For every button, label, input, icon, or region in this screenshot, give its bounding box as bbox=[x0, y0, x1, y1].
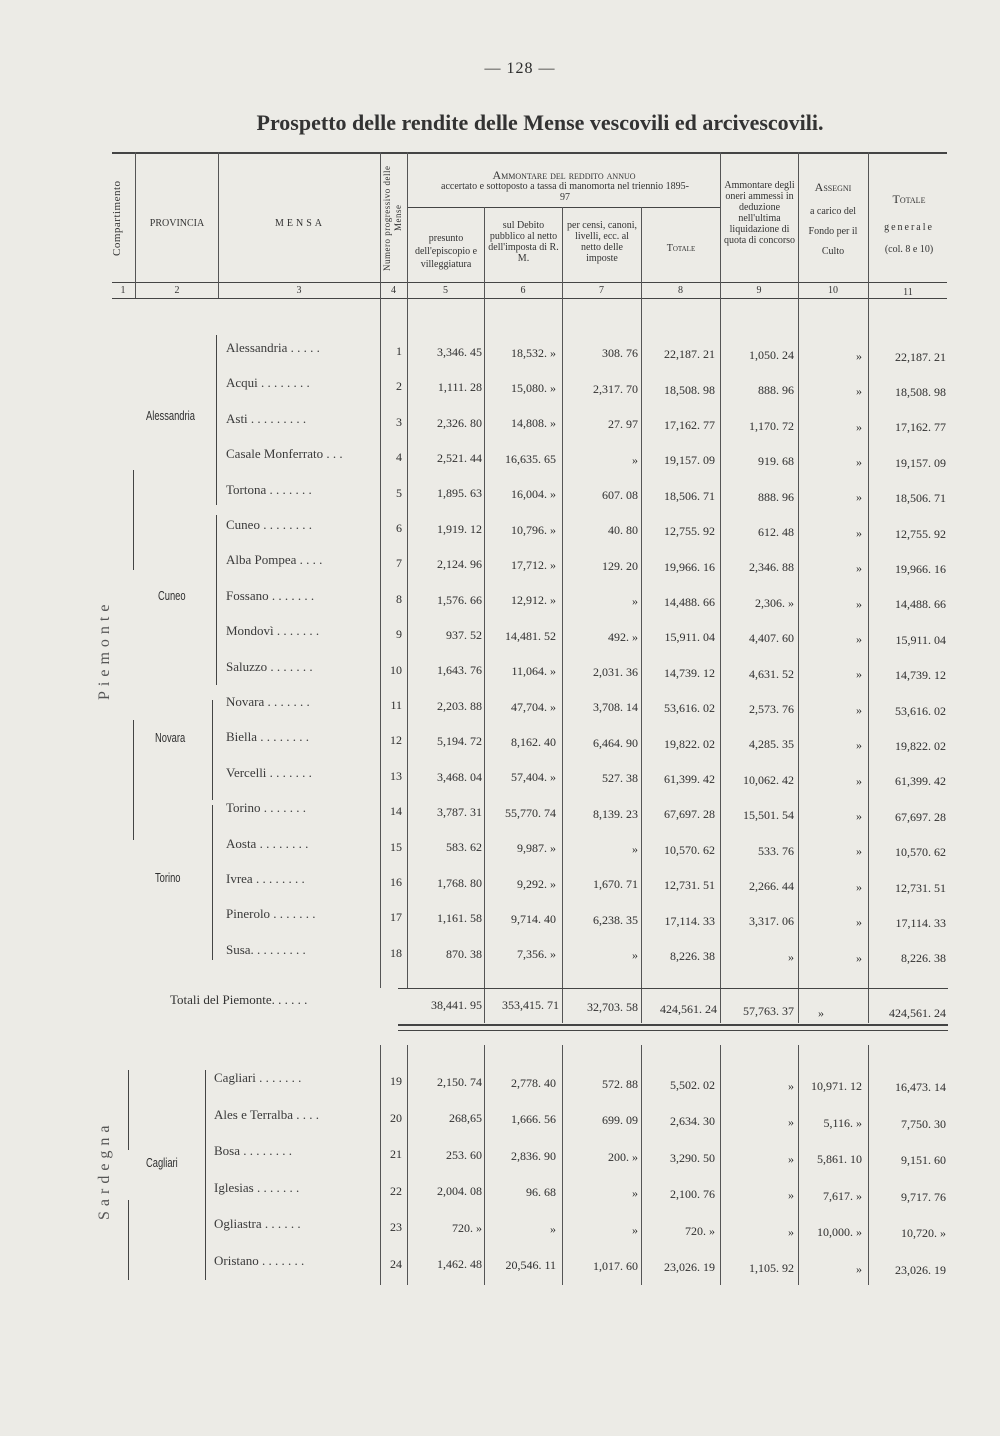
table-cell: » bbox=[856, 1261, 862, 1276]
table-cell: 8 bbox=[396, 591, 402, 606]
mensa-name: Bosa . . . . . . . . bbox=[214, 1143, 292, 1158]
header-totale-generale-sub: generale bbox=[884, 222, 934, 233]
table-cell: 9 bbox=[396, 627, 402, 642]
table-cell: 1,111. 28 bbox=[437, 380, 482, 395]
region-label-piemonte: Piemonte bbox=[96, 599, 113, 700]
table-cell: 2,778. 40 bbox=[511, 1075, 556, 1090]
totals-cell: 353,415. 71 bbox=[502, 998, 559, 1012]
table-cell: 57,404. » bbox=[511, 770, 556, 785]
province-brace bbox=[216, 515, 217, 685]
mensa-name: Saluzzo . . . . . . . bbox=[226, 658, 313, 674]
mensa-name: Torino . . . . . . . bbox=[226, 800, 306, 816]
table-cell: 3,317. 06 bbox=[749, 914, 794, 929]
table-cell: 1,105. 92 bbox=[749, 1261, 794, 1275]
table-cell: » bbox=[856, 809, 862, 823]
province-label-torino: Torino bbox=[155, 870, 181, 885]
col-divider-10 bbox=[868, 152, 869, 298]
column-number: 3 bbox=[296, 285, 302, 296]
table-cell: 6 bbox=[396, 521, 402, 535]
table-cell: 18,508. 98 bbox=[895, 385, 946, 399]
table-cell: » bbox=[856, 596, 862, 611]
totals-cell: 38,441. 95 bbox=[431, 998, 482, 1012]
header-ammontare-reddito: Ammontare del reddito annuo bbox=[492, 168, 636, 182]
table-cell: 253. 60 bbox=[446, 1147, 482, 1162]
table-cell: 1,576. 66 bbox=[437, 592, 482, 607]
table-cell: 53,616. 02 bbox=[664, 701, 715, 716]
table-cell: 5,194. 72 bbox=[437, 734, 482, 749]
table-cell: 5,502. 02 bbox=[670, 1077, 715, 1092]
table-cell: 17,712. » bbox=[511, 558, 556, 572]
table-cell: » bbox=[856, 384, 862, 399]
totals-cell: 424,561. 24 bbox=[889, 1006, 946, 1020]
table-cell: 720. » bbox=[452, 1220, 482, 1235]
table-cell: 11,064. » bbox=[511, 664, 556, 679]
colnum-bottom-rule bbox=[112, 298, 947, 299]
table-cell: 2,326. 80 bbox=[437, 415, 482, 430]
table-cell: » bbox=[550, 1221, 556, 1236]
header-presunto: presunto dell'episcopio e villeggiatura bbox=[414, 233, 478, 270]
table-cell: 1,895. 63 bbox=[437, 486, 482, 501]
table-cell: 1,462. 48 bbox=[437, 1257, 482, 1272]
column-number: 10 bbox=[828, 285, 838, 296]
table-cell: » bbox=[788, 1224, 794, 1239]
table-cell: » bbox=[632, 1186, 638, 1201]
table-cell: 15 bbox=[390, 839, 402, 854]
table-cell: 55,770. 74 bbox=[505, 805, 556, 820]
table-cell: » bbox=[856, 455, 862, 469]
table-cell: 19 bbox=[390, 1074, 402, 1088]
table-cell: 2,521. 44 bbox=[437, 451, 482, 465]
column-number: 1 bbox=[120, 285, 126, 296]
table-cell: 3,346. 45 bbox=[437, 344, 482, 359]
header-top-rule bbox=[112, 152, 947, 154]
table-cell: 18,532. » bbox=[511, 345, 556, 360]
mensa-name: Oristano . . . . . . . bbox=[214, 1252, 305, 1268]
totals-cell: 57,763. 37 bbox=[743, 1004, 794, 1018]
table-cell: 9,292. » bbox=[517, 876, 556, 891]
table-cell: 2,306. » bbox=[755, 595, 794, 610]
column-number: 6 bbox=[520, 285, 526, 296]
table-cell: » bbox=[788, 1151, 794, 1166]
mensa-name: Mondovì . . . . . . . bbox=[226, 623, 320, 639]
table-cell: 492. » bbox=[608, 629, 638, 644]
table-cell: 61,399. 42 bbox=[895, 774, 946, 789]
table-cell: 4,407. 60 bbox=[749, 631, 794, 646]
table-cell: 67,697. 28 bbox=[895, 809, 946, 824]
table-cell: 2,634. 30 bbox=[670, 1114, 715, 1129]
table-cell: 2,317. 70 bbox=[593, 381, 638, 396]
table-cell: » bbox=[856, 632, 862, 646]
mensa-name: Alba Pompea . . . . bbox=[226, 552, 323, 568]
table-cell: 6,464. 90 bbox=[593, 735, 638, 750]
table-cell: 699. 09 bbox=[602, 1113, 638, 1128]
table-cell: 16 bbox=[390, 875, 402, 889]
table-cell: 23,026. 19 bbox=[895, 1262, 946, 1277]
header-oneri: Ammontare degli oneri ammessi in deduzione nell'ultima liquidazione di quota di concorso bbox=[723, 180, 796, 246]
table-cell: » bbox=[856, 667, 862, 682]
table-cell: 18 bbox=[390, 945, 402, 960]
province-label-cuneo: Cuneo bbox=[158, 588, 186, 603]
table-cell: 11 bbox=[390, 698, 402, 712]
table-cell: 3,468. 04 bbox=[437, 769, 482, 784]
table-cell: » bbox=[788, 1115, 794, 1129]
table-cell: » bbox=[632, 948, 638, 963]
province-label-novara: Novara bbox=[155, 730, 186, 745]
table-cell: 19,966. 16 bbox=[895, 562, 946, 576]
table-cell: 10,971. 12 bbox=[811, 1079, 862, 1094]
table-cell: 572. 88 bbox=[602, 1076, 638, 1091]
table-cell: 7,750. 30 bbox=[901, 1116, 946, 1131]
table-cell: 268,65 bbox=[449, 1111, 482, 1126]
table-cell: 1,768. 80 bbox=[437, 875, 482, 890]
table-cell: 7 bbox=[396, 556, 402, 571]
table-cell: 10,062. 42 bbox=[743, 772, 794, 787]
page-number: — 128 — bbox=[484, 60, 556, 77]
mensa-name: Ogliastra . . . . . . bbox=[214, 1216, 301, 1231]
table-cell: 20,546. 11 bbox=[505, 1258, 556, 1273]
table-cell: » bbox=[856, 490, 862, 505]
table-cell: 1,017. 60 bbox=[593, 1259, 638, 1274]
body-col-divider bbox=[868, 298, 869, 1023]
table-cell: 14,481. 52 bbox=[505, 628, 556, 643]
table-cell: 2 bbox=[396, 379, 402, 394]
table-cell: 888. 96 bbox=[758, 489, 794, 504]
table-cell: 937. 52 bbox=[446, 628, 482, 642]
table-cell: 61,399. 42 bbox=[664, 772, 715, 786]
mensa-name: Fossano . . . . . . . bbox=[226, 587, 315, 603]
table-cell: » bbox=[856, 738, 862, 753]
table-cell: 4,285. 35 bbox=[749, 737, 794, 752]
table-cell: » bbox=[856, 561, 862, 576]
province-label-alessandria: Alessandria bbox=[146, 408, 195, 423]
table-cell: 16,473. 14 bbox=[895, 1080, 946, 1095]
table-cell: 12,731. 51 bbox=[664, 878, 715, 893]
table-cell: » bbox=[632, 842, 638, 856]
table-cell: 720. » bbox=[685, 1223, 715, 1238]
table-cell: » bbox=[788, 1188, 794, 1202]
table-cell: 2,100. 76 bbox=[670, 1187, 715, 1202]
table-cell: 200. » bbox=[608, 1149, 638, 1164]
header-totale-generale-title: Totale bbox=[892, 192, 926, 206]
totals-top-rule bbox=[398, 988, 948, 989]
table-cell: 7,617. » bbox=[823, 1188, 862, 1203]
table-cell: 27. 97 bbox=[608, 417, 638, 432]
table-cell: 8,162. 40 bbox=[511, 735, 556, 749]
province-brace bbox=[216, 335, 217, 505]
table-cell: 67,697. 28 bbox=[664, 807, 715, 822]
col-divider-8 bbox=[720, 152, 721, 298]
table-cell: » bbox=[856, 525, 862, 540]
table-cell: 14,739. 12 bbox=[664, 665, 715, 680]
col-divider-9 bbox=[798, 152, 799, 298]
table-cell: 10,570. 62 bbox=[664, 842, 715, 857]
province-brace bbox=[212, 805, 213, 960]
table-cell: 96. 68 bbox=[526, 1185, 556, 1200]
mensa-name: Alessandria . . . . . bbox=[226, 340, 320, 355]
table-cell: 8,226. 38 bbox=[670, 949, 715, 963]
region-brace-sardegna bbox=[128, 1200, 129, 1280]
header-provincia: PROVINCIA bbox=[149, 218, 205, 229]
table-cell: 16,004. » bbox=[511, 487, 556, 502]
reddito-subheader-rule bbox=[407, 207, 720, 208]
table-cell: 5,116. » bbox=[823, 1115, 862, 1130]
table-cell: 9,717. 76 bbox=[901, 1189, 946, 1204]
table-cell: 24 bbox=[390, 1256, 402, 1271]
header-numero: Numero progressivo delle Mense bbox=[382, 165, 403, 271]
col-divider-2 bbox=[218, 152, 219, 298]
table-cell: 1,170. 72 bbox=[749, 418, 794, 433]
table-cell: 40. 80 bbox=[608, 523, 638, 538]
table-cell: 10,570. 62 bbox=[895, 845, 946, 860]
table-cell: 14 bbox=[390, 804, 402, 819]
table-cell: 533. 76 bbox=[758, 843, 794, 858]
header-totale-generale-note: (col. 8 e 10) bbox=[884, 244, 934, 255]
col-divider-4 bbox=[407, 152, 408, 298]
table-cell: » bbox=[632, 1222, 638, 1237]
table-cell: 19,157. 09 bbox=[664, 453, 715, 468]
table-cell: 888. 96 bbox=[758, 383, 794, 398]
totals-bottom-rule bbox=[398, 1030, 948, 1031]
table-cell: 19,822. 02 bbox=[664, 736, 715, 751]
table-cell: 2,203. 88 bbox=[437, 698, 482, 713]
mensa-name: Tortona . . . . . . . bbox=[226, 481, 312, 497]
table-cell: 9,987. » bbox=[517, 841, 556, 856]
header-mensa: MENSA bbox=[274, 218, 325, 229]
mensa-name: Acqui . . . . . . . . bbox=[226, 375, 310, 391]
table-cell: 1,919. 12 bbox=[437, 521, 482, 536]
mensa-name: Pinerolo . . . . . . . bbox=[226, 906, 316, 922]
mensa-name: Asti . . . . . . . . . bbox=[226, 410, 307, 426]
table-cell: 17,114. 33 bbox=[895, 916, 946, 930]
header-assegni-title: Assegni bbox=[814, 180, 852, 194]
table-cell: » bbox=[788, 949, 794, 964]
table-cell: » bbox=[632, 452, 638, 467]
table-cell: 1,050. 24 bbox=[749, 348, 794, 362]
table-cell: 919. 68 bbox=[758, 454, 794, 469]
table-cell: 2,836. 90 bbox=[511, 1148, 556, 1163]
table-cell: 1,670. 71 bbox=[593, 877, 638, 892]
table-cell: 8,139. 23 bbox=[593, 806, 638, 821]
table-cell: 12,755. 92 bbox=[664, 524, 715, 539]
page-title: Prospetto delle rendite delle Mense vescovili ed arcivescovili. bbox=[256, 110, 824, 135]
column-number: 5 bbox=[443, 285, 448, 296]
mensa-name: Biella . . . . . . . . bbox=[226, 729, 310, 745]
table-cell: 53,616. 02 bbox=[895, 703, 946, 718]
table-cell: 18,506. 71 bbox=[664, 488, 715, 503]
column-number: 7 bbox=[599, 285, 604, 296]
region-brace-piemonte bbox=[133, 470, 134, 570]
table-cell: 15,911. 04 bbox=[895, 632, 946, 647]
table-cell: » bbox=[856, 348, 862, 363]
totals-cell: 424,561. 24 bbox=[660, 1002, 717, 1016]
table-cell: 9,714. 40 bbox=[511, 912, 556, 926]
totals-cell: » bbox=[818, 1006, 824, 1020]
mensa-name: Aosta . . . . . . . . bbox=[226, 835, 309, 851]
table-cell: 12 bbox=[390, 733, 402, 748]
table-cell: 15,911. 04 bbox=[664, 630, 715, 645]
column-number: 2 bbox=[174, 285, 180, 296]
table-cell: 2,124. 96 bbox=[437, 557, 482, 572]
table-cell: 7,356. » bbox=[517, 947, 556, 962]
table-cell: 870. 38 bbox=[446, 946, 482, 961]
totals-bottom-rule bbox=[398, 1024, 948, 1026]
table-cell: 10 bbox=[390, 662, 402, 677]
table-cell: 22,187. 21 bbox=[895, 349, 946, 364]
column-number: 9 bbox=[756, 285, 762, 296]
column-number: 4 bbox=[391, 285, 396, 296]
region-brace-sardegna bbox=[128, 1070, 129, 1150]
table-cell: 4 bbox=[396, 450, 402, 465]
table-cell: 12,912. » bbox=[511, 593, 556, 608]
table-cell: » bbox=[856, 419, 862, 434]
table-cell: 15,501. 54 bbox=[743, 808, 794, 823]
table-cell: 5,861. 10 bbox=[817, 1152, 862, 1167]
table-cell: 16,635. 65 bbox=[505, 451, 556, 466]
header-ammontare-reddito-sub: accertato e sottoposto a tassa di manomorta nel triennio 1895-97 bbox=[441, 181, 689, 203]
header-compartimento: Compartimento bbox=[111, 180, 123, 256]
table-cell: 2,150. 74 bbox=[437, 1074, 482, 1089]
mensa-name: Novara . . . . . . . bbox=[226, 694, 310, 709]
table-cell: 19,966. 16 bbox=[664, 559, 715, 574]
table-cell: 14,488. 66 bbox=[664, 595, 715, 609]
table-cell: 2,031. 36 bbox=[593, 665, 638, 679]
table-cell: 5 bbox=[396, 485, 402, 500]
table-cell: 10,000. » bbox=[817, 1225, 862, 1240]
table-cell: 527. 38 bbox=[602, 771, 638, 786]
table-cell: 13 bbox=[390, 768, 402, 783]
table-cell: 12,731. 51 bbox=[895, 880, 946, 895]
table-cell: 18,506. 71 bbox=[895, 491, 946, 506]
table-cell: » bbox=[788, 1078, 794, 1093]
table-cell: 47,704. » bbox=[511, 699, 556, 714]
table-cell: 3 bbox=[396, 414, 402, 429]
table-cell: 8,226. 38 bbox=[901, 951, 946, 966]
province-label-cagliari: Cagliari bbox=[146, 1155, 178, 1170]
table-cell: 607. 08 bbox=[602, 488, 638, 502]
region-brace-piemonte bbox=[133, 720, 134, 840]
table-cell: 22,187. 21 bbox=[664, 347, 715, 362]
table-cell: 10,720. » bbox=[901, 1226, 946, 1241]
table-cell: 19,822. 02 bbox=[895, 739, 946, 753]
table-cell: 2,346. 88 bbox=[749, 560, 794, 575]
mensa-name: Ales e Terralba . . . . bbox=[214, 1106, 319, 1122]
header-censi: per censi, canoni, livelli, ecc. al netto delle imposte bbox=[567, 220, 637, 264]
mensa-name: Cuneo . . . . . . . . bbox=[226, 517, 312, 532]
col-divider-3 bbox=[380, 152, 381, 298]
table-cell: 308. 76 bbox=[602, 346, 638, 361]
table-cell: 17 bbox=[390, 910, 402, 925]
mensa-name: Casale Monferrato . . . bbox=[226, 446, 343, 462]
table-cell: 1 bbox=[396, 344, 402, 358]
table-cell: 2,573. 76 bbox=[749, 702, 794, 716]
mensa-name: Susa. . . . . . . . . bbox=[226, 941, 306, 957]
mensa-name: Iglesias . . . . . . . bbox=[214, 1179, 300, 1195]
table-cell: 17,114. 33 bbox=[664, 913, 715, 928]
table-cell: 612. 48 bbox=[758, 525, 794, 539]
totals-cell: 32,703. 58 bbox=[587, 1000, 638, 1014]
table-cell: 15,080. » bbox=[511, 381, 556, 395]
mensa-name: Ivrea . . . . . . . . bbox=[226, 871, 305, 886]
header-totale: Totale bbox=[666, 243, 696, 254]
table-cell: » bbox=[856, 773, 862, 788]
region-label-sardegna: Sardegna bbox=[96, 1120, 113, 1220]
table-cell: 2,266. 44 bbox=[749, 879, 794, 893]
column-number: 8 bbox=[678, 285, 683, 296]
table-cell: 583. 62 bbox=[446, 840, 482, 855]
table-cell: 6,238. 35 bbox=[593, 912, 638, 927]
table-cell: 2,004. 08 bbox=[437, 1184, 482, 1199]
header-assegni-sub: a carico del Fondo per il Culto bbox=[808, 206, 858, 257]
table-cell: 22 bbox=[390, 1183, 402, 1198]
table-cell: 3,787. 31 bbox=[437, 805, 482, 819]
col-divider-1 bbox=[135, 152, 136, 298]
table-cell: » bbox=[856, 879, 862, 894]
table-cell: 19,157. 09 bbox=[895, 455, 946, 470]
table-cell: 20 bbox=[390, 1110, 402, 1125]
totals-piemonte-label: Totali del Piemonte. . . . . . bbox=[170, 992, 308, 1007]
table-cell: 1,643. 76 bbox=[437, 663, 482, 678]
table-cell: 1,161. 58 bbox=[437, 911, 482, 926]
table-cell: 1,666. 56 bbox=[511, 1112, 556, 1127]
table-cell: 23,026. 19 bbox=[664, 1260, 715, 1275]
table-cell: 14,488. 66 bbox=[895, 597, 946, 612]
table-cell: 17,162. 77 bbox=[664, 418, 715, 432]
table-cell: 18,508. 98 bbox=[664, 382, 715, 397]
table-cell: » bbox=[856, 844, 862, 859]
table-cell: 17,162. 77 bbox=[895, 420, 946, 435]
province-brace bbox=[205, 1070, 206, 1280]
table-cell: 129. 20 bbox=[602, 558, 638, 573]
mensa-name: Vercelli . . . . . . . bbox=[226, 764, 312, 780]
table-cell: 14,739. 12 bbox=[895, 668, 946, 683]
table-cell: 14,808. » bbox=[511, 416, 556, 431]
table-cell: » bbox=[856, 950, 862, 965]
header-bottom-rule bbox=[112, 282, 947, 283]
header-debito: sul Debito pubblico al netto dell'imposta di R. M. bbox=[488, 220, 559, 264]
table-cell: 10,796. » bbox=[511, 522, 556, 537]
table-cell: 9,151. 60 bbox=[901, 1153, 946, 1168]
table-cell: » bbox=[632, 594, 638, 609]
table-cell: 3,290. 50 bbox=[670, 1150, 715, 1165]
table-cell: 12,755. 92 bbox=[895, 526, 946, 541]
table-cell: » bbox=[856, 702, 862, 717]
column-number: 11 bbox=[903, 287, 913, 298]
table-cell: 4,631. 52 bbox=[749, 666, 794, 681]
mensa-name: Cagliari . . . . . . . bbox=[214, 1070, 302, 1085]
table-cell: » bbox=[856, 915, 862, 930]
table-cell: 21 bbox=[390, 1147, 402, 1161]
province-brace bbox=[212, 700, 213, 800]
table-cell: 23 bbox=[390, 1220, 402, 1234]
table-cell: 3,708. 14 bbox=[593, 700, 638, 715]
